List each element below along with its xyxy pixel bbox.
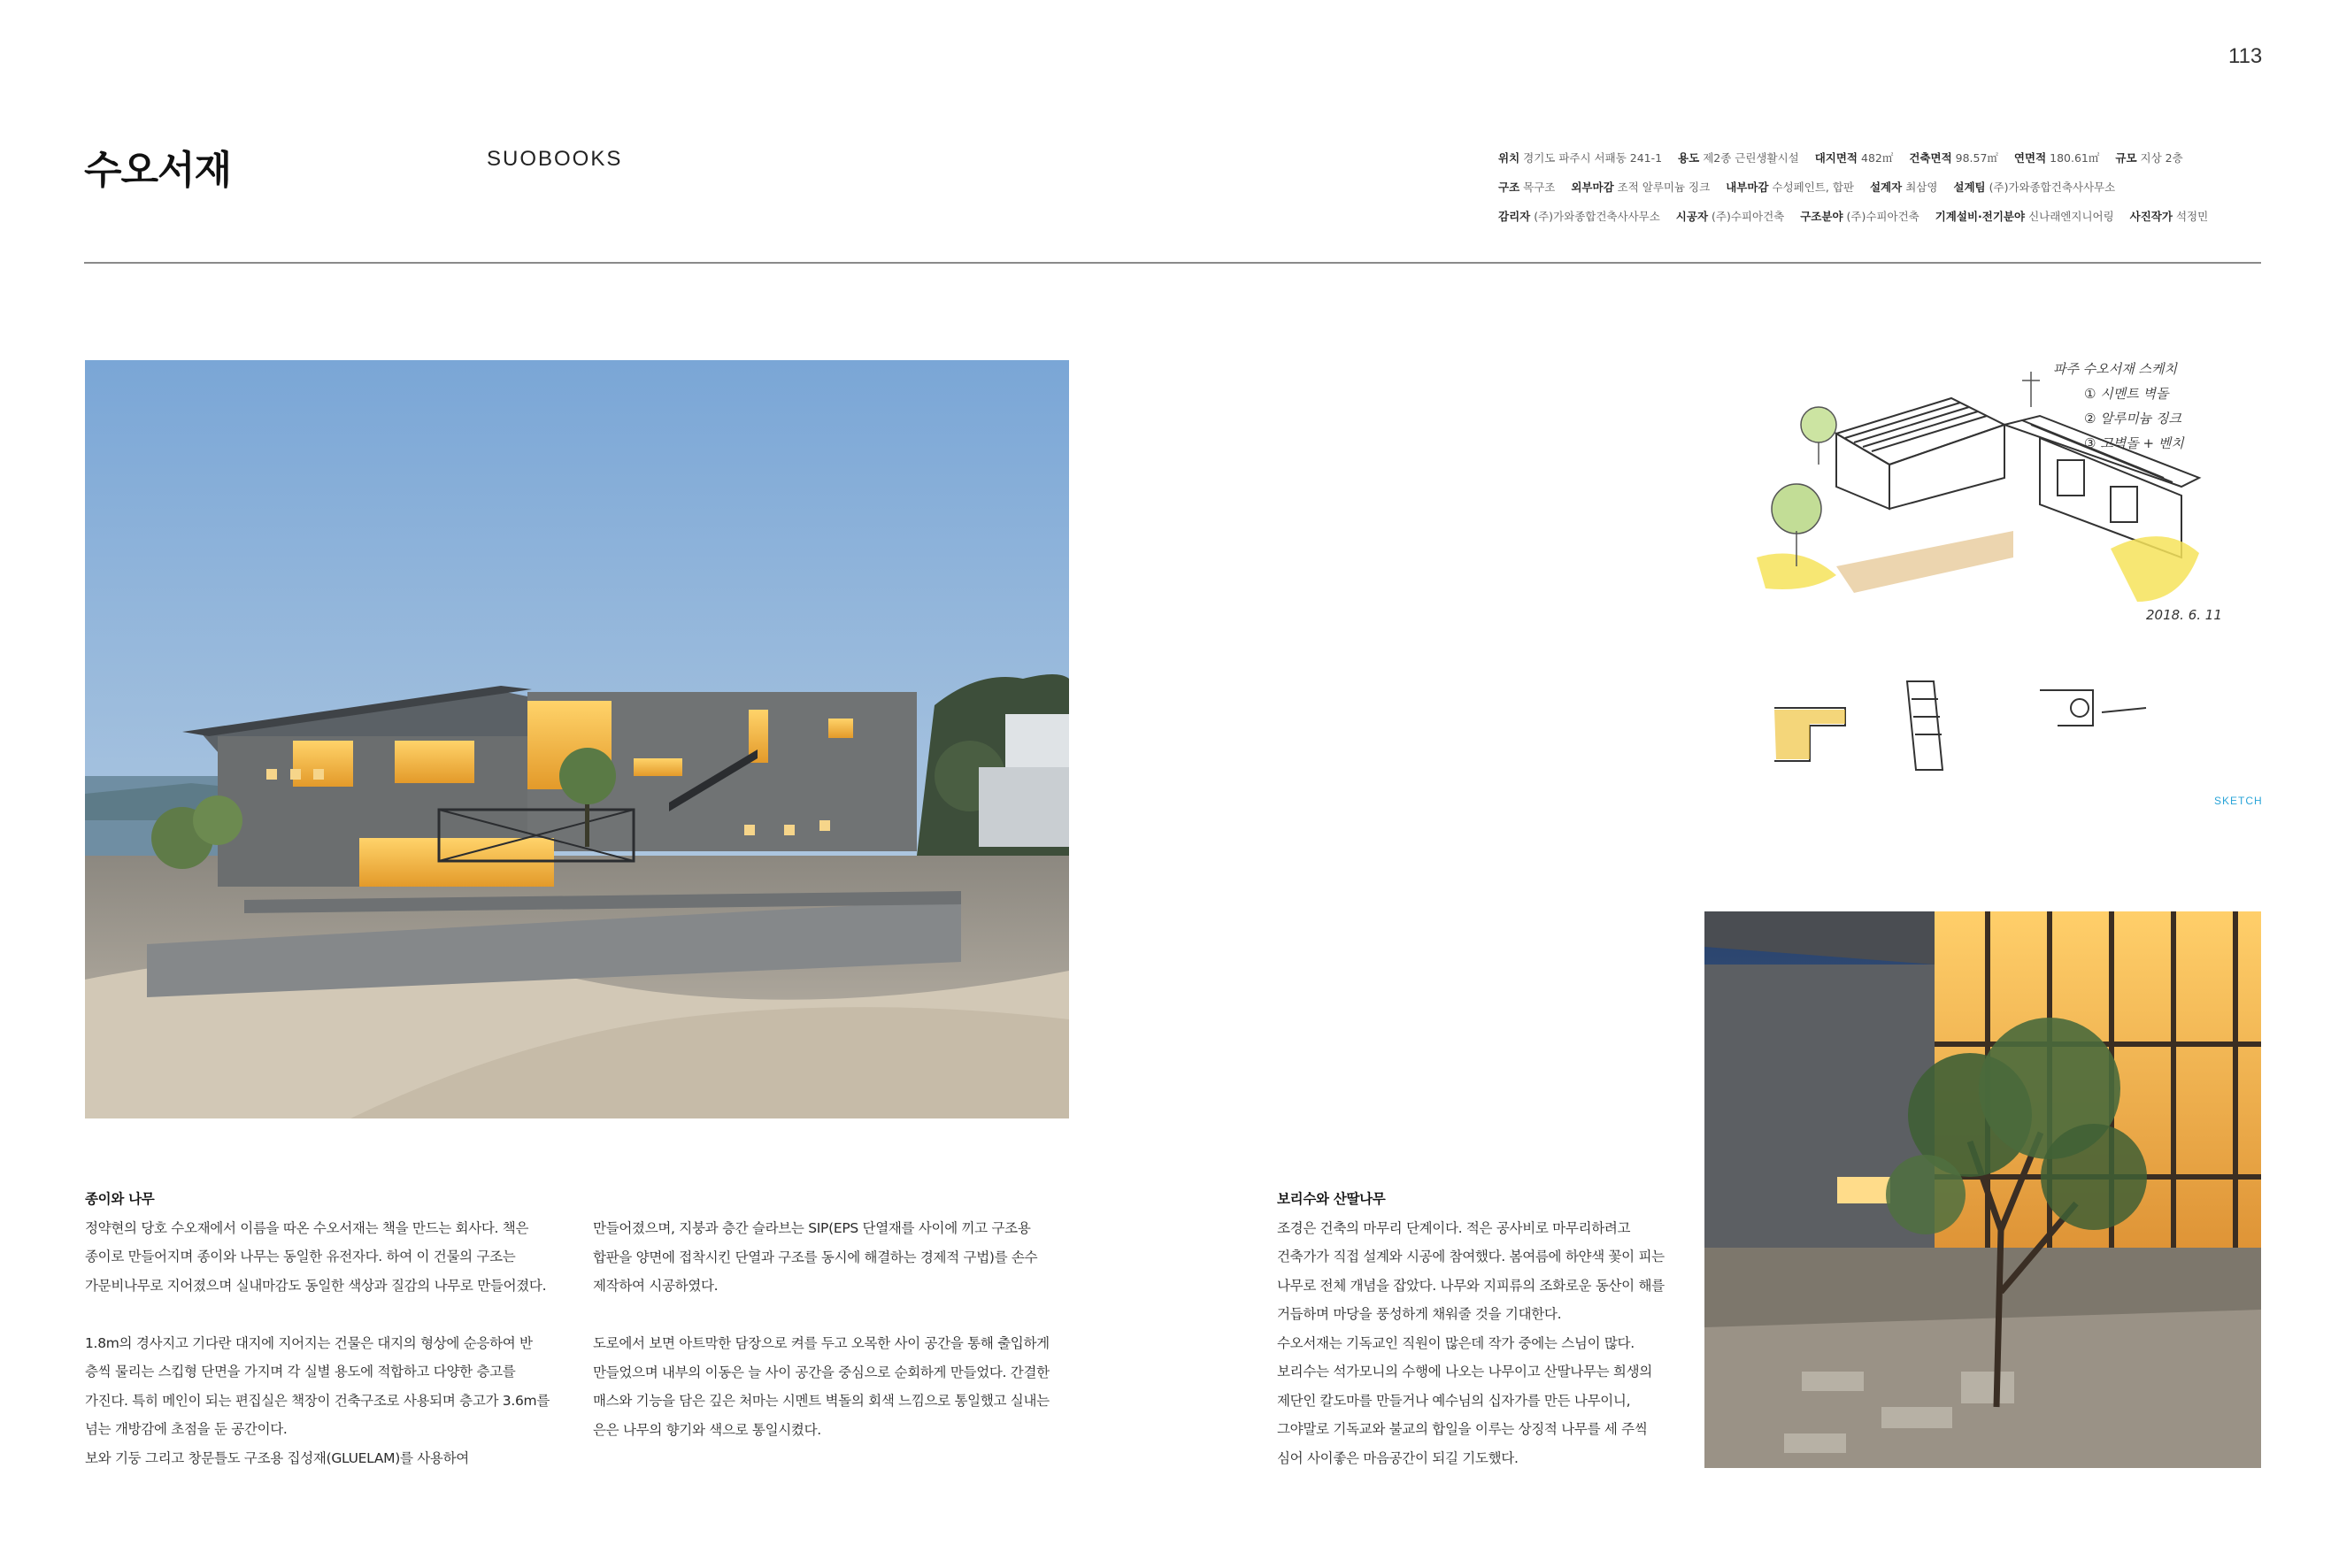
paragraph-line: 그야말로 기독교와 불교의 합일을 이루는 상징적 나무를 세 주씩 <box>1277 1421 1648 1437</box>
info-mep: 기계설비·전기분야 신나래엔지니어링 <box>1935 210 2114 223</box>
info-photographer: 사진작가 석정민 <box>2129 210 2209 223</box>
paragraph-line: 제단인 칼도마를 만들거나 예수님의 십자가를 만든 나무이니, <box>1277 1392 1631 1409</box>
courtyard-evening-photo <box>1704 911 2261 1468</box>
architect-sketch <box>1721 354 2284 788</box>
info-exterior: 외부마감 조적 알루미늄 징크 <box>1571 181 1711 194</box>
paragraph-line: 가문비나무로 지어졌으며 실내마감도 동일한 색상과 질감의 나무로 만들어졌다. <box>85 1277 547 1294</box>
header-divider <box>84 262 2261 264</box>
sketch-note-title: 파주 수오서재 스케치 <box>2053 361 2177 377</box>
paragraph-line: 1.8m의 경사지고 기다란 대지에 지어지는 건물은 대지의 형상에 순응하여 반 <box>85 1334 533 1351</box>
article-column-1 <box>85 1185 616 1472</box>
paragraph-line: 도로에서 보면 아트막한 담장으로 켜를 두고 오목한 사이 공간을 통해 출입하게 <box>593 1335 1050 1351</box>
page-number: 113 <box>2228 44 2263 68</box>
info-supervisor: 감리자 (주)가와종합건축사사무소 <box>1498 210 1660 223</box>
project-title-korean: 수오서재 <box>84 148 232 193</box>
project-info-block <box>1498 143 2242 231</box>
sketch-caption: SKETCH <box>2214 795 2263 807</box>
exterior-dusk-photo <box>85 360 1069 1118</box>
paragraph-line: 심어 사이좋은 마음공간이 되길 기도했다. <box>1277 1449 1519 1466</box>
paragraph-line: 나무로 전체 개념을 잡았다. 나무와 지피류의 조화로운 동산이 해를 <box>1277 1277 1665 1294</box>
paragraph-line: 거듭하며 마당을 풍성하게 채워줄 것을 기대한다. <box>1277 1306 1562 1322</box>
sketch-note-date: 2018. 6. 11 <box>2146 607 2222 623</box>
paragraph-line: 만들어졌으며, 지붕과 층간 슬라브는 SIP(EPS 단열재를 사이에 끼고 구조용 <box>593 1220 1031 1236</box>
info-use: 용도 제2종 근린생활시설 <box>1678 151 1799 165</box>
paragraph-line: 조경은 건축의 마무리 단계이다. 적은 공사비로 마무리하려고 <box>1277 1219 1631 1236</box>
paragraph-line: 매스와 기능을 담은 깊은 처마는 시멘트 벽돌의 회색 느낌으로 통일했고 실내는 <box>593 1393 1050 1409</box>
paragraph-line: 만들었으며 내부의 이동은 늘 사이 공간을 중심으로 순회하게 만들었다. 간결한 <box>593 1364 1050 1380</box>
paragraph-line: 건축가가 직접 설계와 시공에 참여했다. 봄여름에 하얀색 꽃이 피는 <box>1277 1249 1665 1264</box>
article-column-2 <box>593 1214 1089 1444</box>
paragraph-line: 합판을 양면에 접착시킨 단열과 구조를 동시에 해결하는 경제적 구법)를 손수 <box>593 1249 1038 1265</box>
info-floor-area: 연면적 180.61㎡ <box>2013 151 2100 165</box>
paragraph-line: 넘는 개방감에 초점을 둔 공간이다. <box>85 1421 288 1437</box>
info-architect: 설계자 최삼영 <box>1869 181 1938 194</box>
sketch-note-1: ① 시멘트 벽돌 <box>2084 386 2169 402</box>
info-building-area: 건축면적 98.57㎡ <box>1909 151 1998 165</box>
article-column-3 <box>1277 1185 1684 1472</box>
info-interior: 내부마감 수성페인트, 합판 <box>1726 181 1854 194</box>
project-title-english: SUOBOOKS <box>487 147 623 171</box>
info-structural: 구조분야 (주)수피아건축 <box>1800 210 1919 223</box>
paragraph-line: 가진다. 특히 메인이 되는 편집실은 책장이 건축구조로 사용되며 층고가 3.6m를 <box>85 1392 550 1409</box>
paragraph-line: 보와 기둥 그리고 창문틀도 구조용 집성재(GLUELAM)를 사용하여 <box>85 1449 469 1466</box>
paragraph-line: 은은 나무의 향기와 색으로 통일시켰다. <box>593 1421 821 1438</box>
paragraph-line: 제작하여 시공하였다. <box>593 1278 719 1294</box>
sketch-note-3: ③ 고벽돌 + 벤치 <box>2084 435 2184 451</box>
sketch-note-2: ② 알루미늄 징크 <box>2084 411 2181 427</box>
paragraph-line: 정약현의 당호 수오재에서 이름을 따온 수오서재는 책을 만드는 회사다. 책은 <box>85 1219 529 1236</box>
info-location: 위치 경기도 파주시 서패동 241-1 <box>1498 151 1663 165</box>
info-structure: 구조 목구조 <box>1498 181 1556 194</box>
info-contractor: 시공자 (주)수피아건축 <box>1675 210 1785 223</box>
paragraph-line: 보리수는 석가모니의 수행에 나오는 나무이고 산딸나무는 희생의 <box>1277 1364 1652 1380</box>
info-design-team: 설계팀 (주)가와종합건축사사무소 <box>1953 181 2116 194</box>
paragraph-line: 층씩 물리는 스킵형 단면을 가지며 각 실별 용도에 적합하고 다양한 층고를 <box>85 1364 516 1380</box>
section-heading-bodhi-and-dogwood: 보리수와 산딸나무 <box>1277 1191 1386 1207</box>
paragraph-line: 수오서재는 기독교인 직원이 많은데 작가 중에는 스님이 많다. <box>1277 1334 1635 1351</box>
info-site-area: 대지면적 482㎡ <box>1814 151 1894 165</box>
section-heading-paper-and-wood: 종이와 나무 <box>85 1191 155 1207</box>
paragraph-line: 종이로 만들어지며 종이와 나무는 동일한 유전자다. 하여 이 건물의 구조는 <box>85 1249 516 1264</box>
info-scale: 규모 지상 2층 <box>2115 151 2183 165</box>
